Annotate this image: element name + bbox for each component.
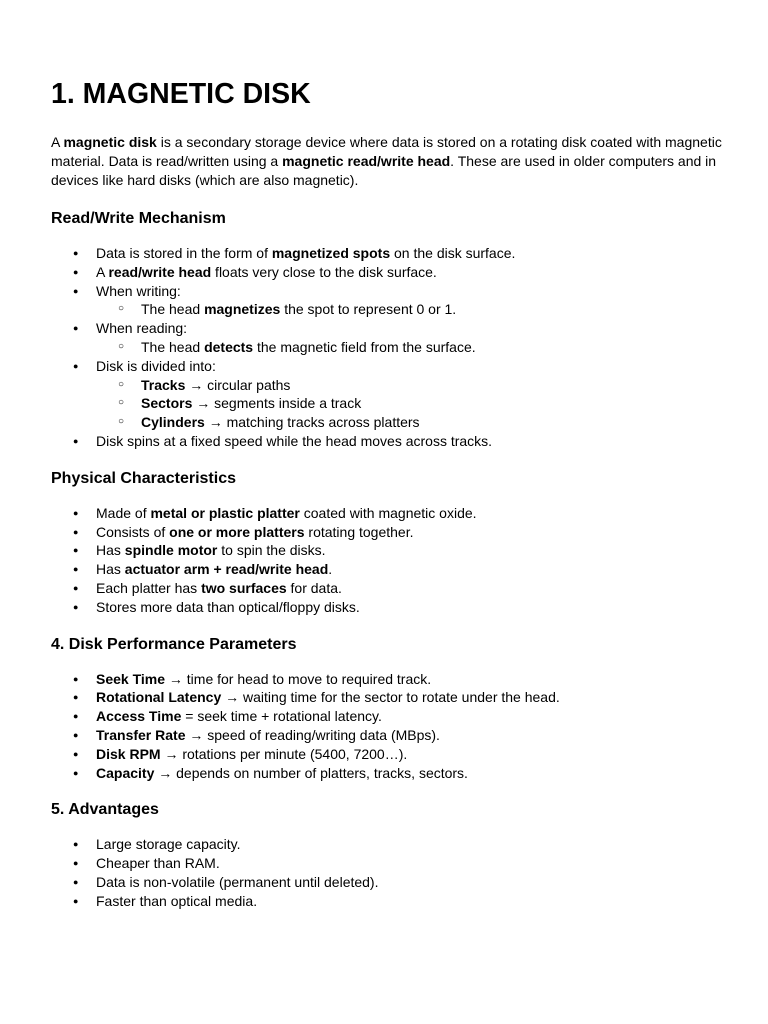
list-item: ● A read/write head floats very close to the disk surface. — [51, 263, 728, 282]
intro-paragraph: A magnetic disk is a secondary storage device where data is stored on a rotating disk coated with magnetic material. Data is read/written using a magnetic read/write head. These are used in older computers and in devices like hard disks (which are also magnetic). — [51, 134, 722, 188]
list-item: ● Capacity → depends on number of platters, tracks, sectors. — [51, 764, 728, 783]
sub-list-item: ○ Sectors → segments inside a track — [96, 394, 728, 413]
list-item: ● Rotational Latency → waiting time for the sector to rotate under the head. — [51, 688, 728, 707]
list-item: ● Disk is divided into: ○ Tracks → circular paths ○ Sectors → segments inside a track ○ Cylinders → matching tracks across platters — [51, 357, 728, 432]
list-item: ● Large storage capacity. — [51, 835, 728, 854]
sub-list — [96, 300, 728, 319]
sub-list-item: ○ The head detects the magnetic field from the surface. — [96, 338, 728, 357]
sub-list-item: ○ The head magnetizes the spot to represent 0 or 1. — [96, 300, 728, 319]
list-item: ● When reading: ○ The head detects the magnetic field from the surface. — [51, 319, 728, 357]
list-item: ● Consists of one or more platters rotating together. — [51, 523, 728, 542]
page-title: 1. MAGNETIC DISK — [51, 78, 311, 110]
advantages-list — [51, 835, 728, 910]
list-item: ● Has spindle motor to spin the disks. — [51, 541, 728, 560]
list-item: ● When writing: ○ The head magnetizes the spot to represent 0 or 1. — [51, 282, 728, 320]
list-item: ● Access Time = seek time + rotational latency. — [51, 707, 728, 726]
list-item: ● Transfer Rate → speed of reading/writing data (MBps). — [51, 726, 728, 745]
list-item: ● Made of metal or plastic platter coated with magnetic oxide. — [51, 504, 728, 523]
list-item: ● Each platter has two surfaces for data. — [51, 579, 728, 598]
performance-list — [51, 670, 728, 783]
list-item: ● Faster than optical media. — [51, 892, 728, 911]
list-item: ● Stores more data than optical/floppy disks. — [51, 598, 728, 617]
list-item: ● Cheaper than RAM. — [51, 854, 728, 873]
read-write-list — [51, 244, 728, 451]
list-item: ● Disk RPM → rotations per minute (5400, 7200…). — [51, 745, 728, 764]
section-heading-read-write: Read/Write Mechanism — [51, 210, 226, 227]
list-item: ● Has actuator arm + read/write head. — [51, 560, 728, 579]
sub-list — [96, 376, 728, 432]
list-item: ● Data is non-volatile (permanent until deleted). — [51, 873, 728, 892]
section-heading-advantages: 5. Advantages — [51, 801, 159, 819]
sub-list-item: ○ Cylinders → matching tracks across platters — [96, 413, 728, 432]
sub-list — [96, 338, 728, 357]
section-heading-physical: Physical Characteristics — [51, 469, 236, 487]
list-item: ● Data is stored in the form of magnetized spots on the disk surface. — [51, 244, 728, 263]
list-item: ● Seek Time → time for head to move to required track. — [51, 670, 728, 689]
list-item: ● Disk spins at a fixed speed while the head moves across tracks. — [51, 432, 728, 451]
section-heading-performance: 4. Disk Performance Parameters — [51, 635, 297, 653]
sub-list-item: ○ Tracks → circular paths — [96, 376, 728, 395]
physical-list — [51, 504, 728, 617]
